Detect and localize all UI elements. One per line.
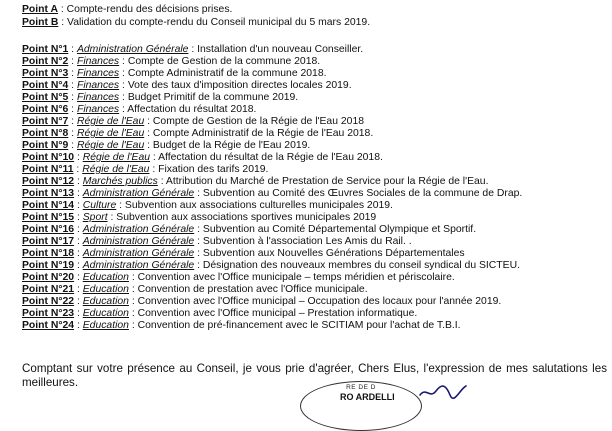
agenda-point — [22, 236, 412, 248]
agenda-point — [22, 320, 461, 332]
point-label: Point N°19 — [22, 260, 75, 271]
point-text: Vote des taux d'imposition directes locales 2019. — [127, 80, 352, 91]
point-category: Education — [82, 284, 129, 295]
point-separator: : — [74, 224, 83, 235]
category-separator: : — [157, 176, 166, 187]
agenda-point — [22, 116, 364, 128]
signer-name: RO ARDELLI — [340, 392, 395, 402]
agenda-header-point-a — [22, 4, 232, 16]
point-category: Administration Générale — [82, 224, 195, 235]
point-category: Finances — [76, 68, 120, 79]
signature-icon — [418, 383, 468, 400]
point-separator: : — [74, 248, 83, 259]
agenda-point — [22, 92, 298, 104]
point-text: Subvention à l'association Les Amis du Rail. . — [202, 236, 412, 247]
point-separator: : — [74, 212, 83, 223]
point-text: Compte-rendu des décisions prises. — [66, 4, 233, 15]
point-text: Compte Administratif de la Régie de l'Eau 2018. — [152, 128, 374, 139]
point-category: Administration Générale — [82, 236, 195, 247]
point-separator: : — [68, 80, 77, 91]
point-separator: : — [68, 92, 77, 103]
point-text: Budget Primitif de la commune 2019. — [127, 92, 299, 103]
point-label: Point N°2 — [22, 56, 69, 67]
agenda-point — [22, 224, 476, 236]
category-separator: : — [128, 284, 138, 295]
point-text: Convention avec l'Office municipal – Occupation des locaux pour l'année 2019. — [137, 296, 502, 307]
point-separator: : — [74, 260, 83, 271]
point-label: Point N°18 — [22, 248, 75, 259]
point-text: Attribution du Marché de Prestation de Service pour la Régie de l'Eau. — [165, 176, 489, 187]
agenda-point — [22, 44, 363, 56]
category-separator: : — [150, 152, 159, 163]
agenda-point — [22, 80, 352, 92]
point-separator: : — [74, 308, 83, 319]
category-separator: : — [128, 308, 138, 319]
point-label: Point N°3 — [22, 68, 69, 79]
point-label: Point N°13 — [22, 188, 75, 199]
point-separator: : — [57, 4, 67, 15]
category-separator: : — [149, 164, 159, 175]
point-label: Point N°6 — [22, 104, 69, 115]
point-label: Point B — [22, 17, 59, 28]
agenda-point — [22, 164, 268, 176]
point-category: Administration Générale — [76, 44, 189, 55]
point-separator: : — [74, 188, 83, 199]
agenda-point — [22, 104, 256, 116]
point-label: Point N°1 — [22, 44, 69, 55]
point-text: Installation d'un nouveau Conseiller. — [197, 44, 364, 55]
point-category: Finances — [76, 92, 120, 103]
point-label: Point N°10 — [22, 152, 75, 163]
point-label: Point N°15 — [22, 212, 75, 223]
point-text: Subvention au Comité Départemental Olympique et Sportif. — [202, 224, 477, 235]
point-label: Point N°7 — [22, 116, 69, 127]
point-text: Convention de prestation avec l'Office municipale. — [137, 284, 368, 295]
point-label: Point N°17 — [22, 236, 75, 247]
category-separator: : — [119, 104, 128, 115]
municipal-stamp — [300, 381, 422, 431]
point-category: Education — [82, 296, 129, 307]
agenda-point — [22, 272, 455, 284]
point-text: Fixation des tarifs 2019. — [158, 164, 269, 175]
category-separator: : — [116, 200, 125, 211]
point-text: Compte de Gestion de la Régie de l'Eau 2018 — [152, 116, 364, 127]
category-separator: : — [107, 212, 117, 223]
closing-paragraph: Comptant sur votre présence au Conseil, je vous prie d'agréer, Chers Elus, l'expression de mes salutations les meilleures. — [22, 362, 607, 389]
point-separator: : — [68, 104, 77, 115]
category-separator: : — [194, 260, 203, 271]
point-label: Point N°16 — [22, 224, 75, 235]
category-separator: : — [119, 92, 128, 103]
point-separator: : — [74, 152, 83, 163]
point-category: Régie de l'Eau — [76, 116, 145, 127]
point-label: Point N°22 — [22, 296, 75, 307]
point-separator: : — [74, 296, 83, 307]
point-text: Validation du compte-rendu du Conseil municipal du 5 mars 2019. — [67, 17, 371, 28]
point-category: Education — [82, 272, 129, 283]
point-text: Budget de la Régie de l'Eau 2019. — [152, 140, 311, 151]
point-text: Subvention aux associations sportives municipales 2019 — [116, 212, 377, 223]
point-separator: : — [73, 164, 83, 175]
point-label: Point N°12 — [22, 176, 75, 187]
agenda-point — [22, 260, 520, 272]
agenda-point — [22, 140, 310, 152]
point-label: Point N°21 — [22, 284, 75, 295]
point-text: Subvention aux Nouvelles Générations Départementales — [202, 248, 465, 259]
category-separator: : — [128, 296, 138, 307]
point-label: Point N°5 — [22, 92, 69, 103]
point-text: Convention avec l'Office municipale – temps méridien et périscolaire. — [137, 272, 455, 283]
agenda-point — [22, 176, 488, 188]
point-category: Régie de l'Eau — [76, 128, 145, 139]
agenda-point — [22, 248, 465, 260]
point-label: Point A — [22, 4, 58, 15]
agenda-point — [22, 308, 417, 320]
point-text: Subvention aux associations culturelles municipales 2019. — [124, 200, 393, 211]
point-category: Régie de l'Eau — [76, 140, 145, 151]
agenda-point — [22, 68, 327, 80]
agenda-point — [22, 188, 522, 200]
point-text: Compte de Gestion de la commune 2018. — [127, 56, 321, 67]
point-category: Education — [82, 320, 129, 331]
point-separator: : — [68, 44, 77, 55]
category-separator: : — [128, 272, 138, 283]
point-category: Finances — [76, 80, 120, 91]
point-separator: : — [74, 272, 83, 283]
category-separator: : — [188, 44, 198, 55]
point-category: Régie de l'Eau — [82, 152, 151, 163]
category-separator: : — [194, 236, 203, 247]
point-label: Point N°23 — [22, 308, 75, 319]
stamp-text: RE DE D — [346, 384, 376, 391]
point-label: Point N°9 — [22, 140, 69, 151]
point-separator: : — [68, 68, 77, 79]
category-separator: : — [144, 140, 153, 151]
agenda-point — [22, 56, 320, 68]
point-separator: : — [68, 56, 77, 67]
point-separator: : — [68, 116, 77, 127]
point-category: Administration Générale — [82, 260, 195, 271]
point-separator: : — [74, 200, 83, 211]
agenda-point — [22, 212, 376, 224]
category-separator: : — [194, 224, 203, 235]
point-text: Désignation des nouveaux membres du conseil syndical du SICTEU. — [202, 260, 520, 271]
point-separator: : — [74, 236, 83, 247]
point-text: Affectation du résultat de la Régie de l'Eau 2018. — [158, 152, 383, 163]
category-separator: : — [194, 188, 203, 199]
point-category: Culture — [82, 200, 117, 211]
point-category: Sport — [82, 212, 108, 223]
agenda-point — [22, 284, 368, 296]
category-separator: : — [119, 56, 128, 67]
point-text: Compte Administratif de la commune 2018. — [127, 68, 327, 79]
point-separator: : — [74, 176, 83, 187]
point-text: Affectation du résultat 2018. — [127, 104, 257, 115]
point-category: Régie de l'Eau — [82, 164, 150, 175]
category-separator: : — [119, 80, 128, 91]
agenda-point — [22, 200, 393, 212]
point-label: Point N°8 — [22, 128, 69, 139]
point-label: Point N°11 — [22, 164, 74, 175]
category-separator: : — [194, 248, 203, 259]
point-text: Convention de pré-financement avec le SCITIAM pour l'achat de T.B.I. — [137, 320, 461, 331]
point-separator: : — [68, 140, 77, 151]
point-category: Finances — [76, 104, 120, 115]
point-separator: : — [58, 17, 68, 28]
point-category: Finances — [76, 56, 120, 67]
category-separator: : — [144, 116, 153, 127]
agenda-point — [22, 296, 501, 308]
agenda-point — [22, 152, 383, 164]
agenda-header-point-b — [22, 17, 370, 29]
point-category: Administration Générale — [82, 248, 195, 259]
point-label: Point N°4 — [22, 80, 69, 91]
category-separator: : — [128, 320, 138, 331]
point-label: Point N°14 — [22, 200, 75, 211]
point-text: Convention avec l'Office municipal – Prestation informatique. — [137, 308, 418, 319]
point-separator: : — [74, 284, 83, 295]
point-category: Marchés publics — [82, 176, 158, 187]
point-separator: : — [74, 320, 83, 331]
point-category: Education — [82, 308, 129, 319]
point-category: Administration Générale — [82, 188, 195, 199]
category-separator: : — [119, 68, 128, 79]
agenda-point — [22, 128, 373, 140]
category-separator: : — [144, 128, 153, 139]
point-label: Point N°24 — [22, 320, 75, 331]
point-label: Point N°20 — [22, 272, 75, 283]
point-text: Subvention au Comité des Œuvres Sociales de la commune de Drap. — [202, 188, 523, 199]
point-separator: : — [68, 128, 77, 139]
